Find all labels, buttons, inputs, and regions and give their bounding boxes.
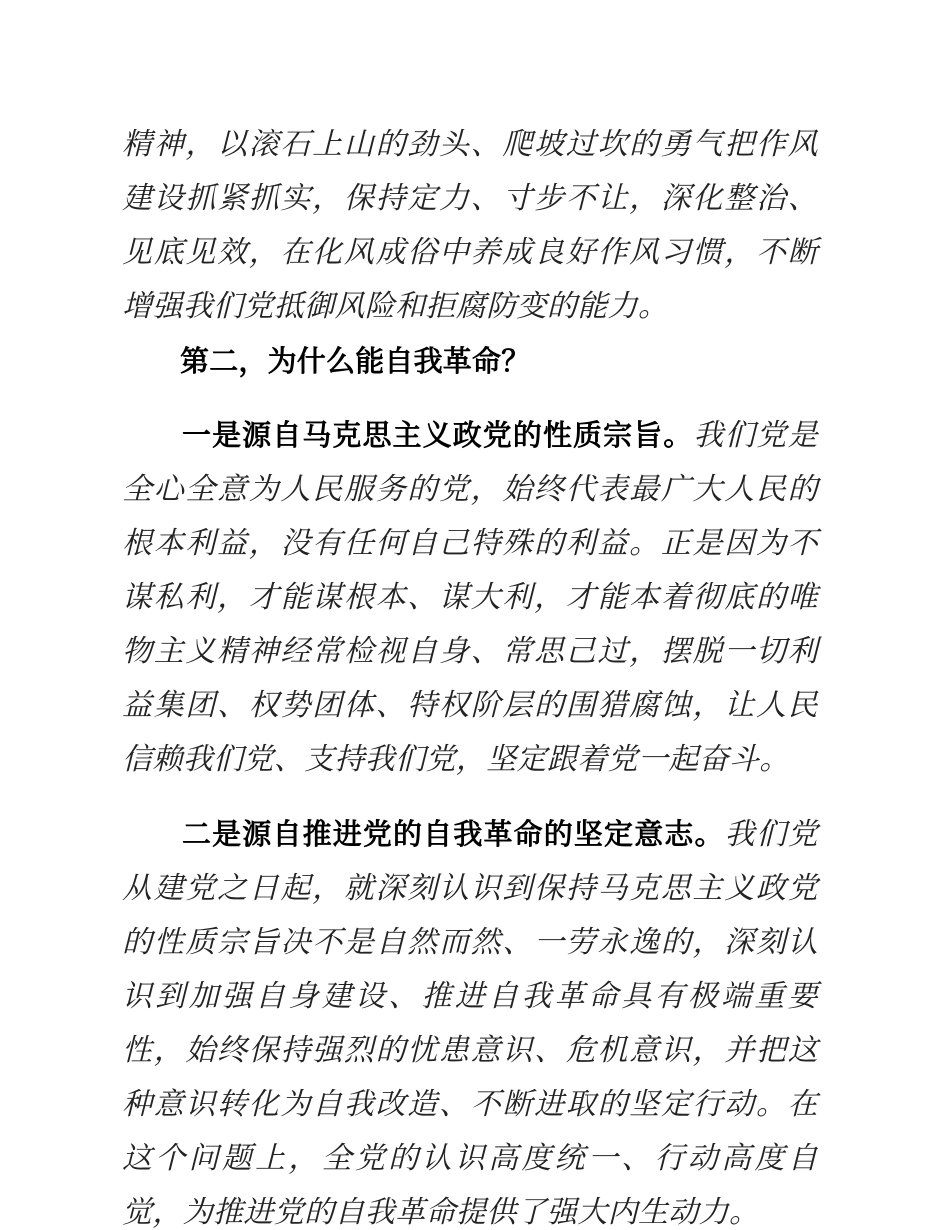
section-heading: 第二，为什么能自我革命？ [180,344,531,378]
lead-in-point-one: 一是源自马克思主义政党的性质宗旨。 [182,418,694,452]
paragraph-point-two [122,807,818,1230]
document-body [122,118,818,1230]
paragraph-point-one [122,408,818,787]
body-point-two: 我们党从建党之日起，就深刻认识到保持马克思主义政党的性质宗旨决不是自然而然、一劳永逸的，深刻认识到加强自身建设、推进自我革命具有极端重要性，始终保持强烈的忧患意识、危机意识，并把这种意识转化为自我改造、不断进取的坚定行动。在这个问题上，全党的认识高度统一、行动高度自觉，为推进党的自我革命提供了强大内生动力。 [122,817,818,1230]
lead-in-point-two: 二是源自推进党的自我革命的坚定意志。 [182,817,725,851]
body-point-one: 我们党是全心全意为人民服务的党，始终代表最广大人民的根本利益，没有任何自己特殊的利益。正是因为不谋私利，才能谋根本、谋大利，才能本着彻底的唯物主义精神经常检视自身、常思己过，摆脱一切利益集团、权势团体、特权阶层的围猎腐蚀，让人民信赖我们党、支持我们党，坚定跟着党一起奋斗。 [122,418,818,777]
paragraph-continuation: 精神，以滚石上山的劲头、爬坡过坎的勇气把作风建设抓紧抓实，保持定力、寸步不让，深化整治、见底见效，在化风成俗中养成良好作风习惯，不断增强我们党抵御风险和拒腐防变的能力。 [122,127,818,324]
